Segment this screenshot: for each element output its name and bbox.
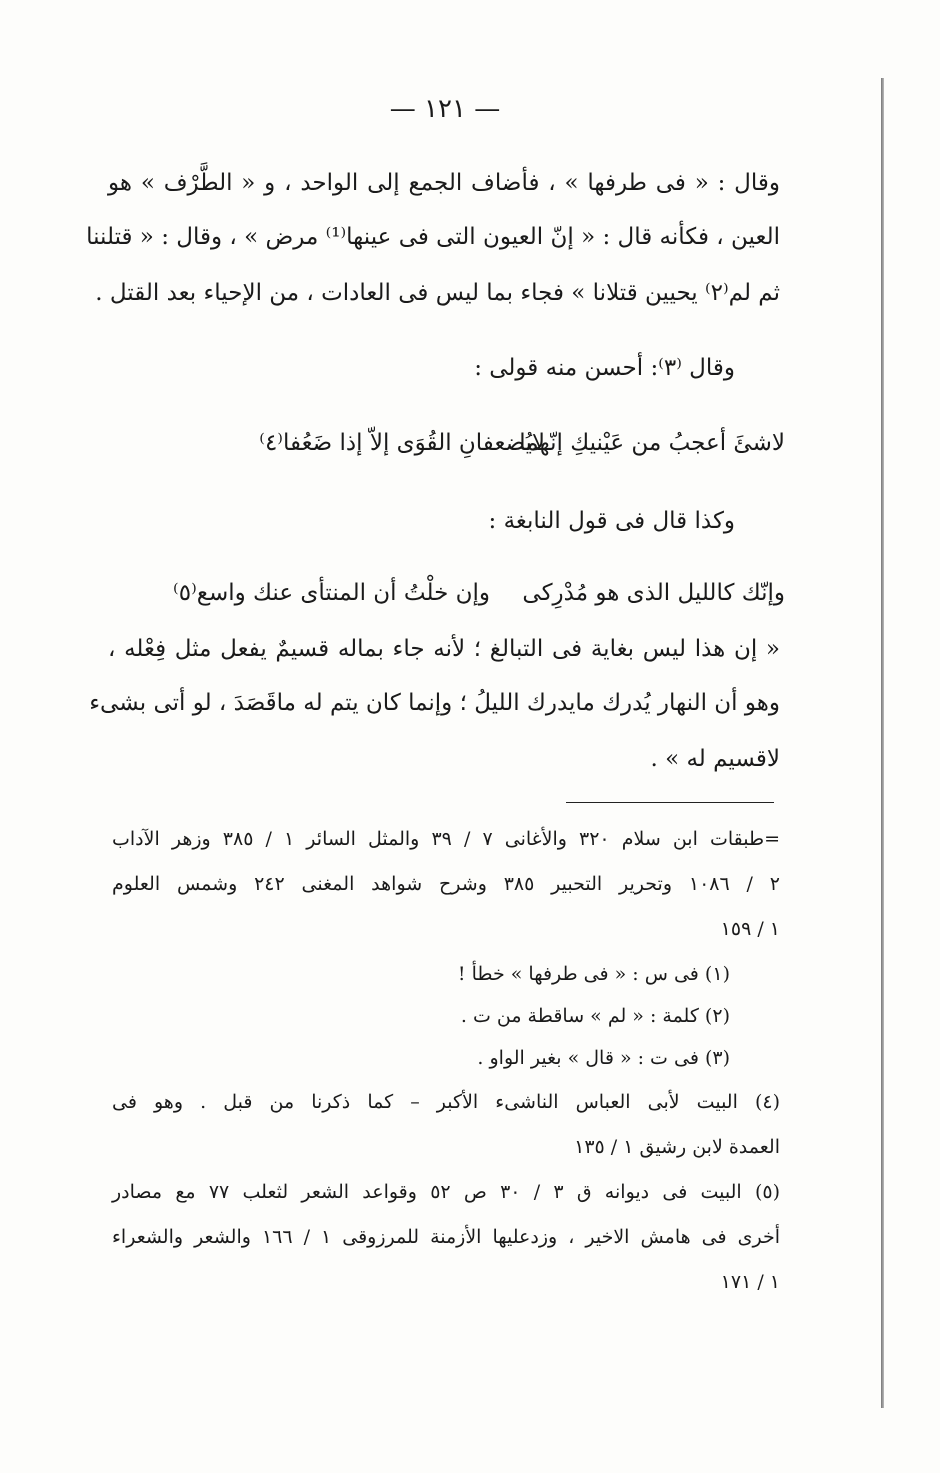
intro-line-2: وقال ⁽٣⁾: أحسن منه قولى : [474,355,735,381]
verse-2-second-hemistich: وإن خلْتُ أن المنتأى عنك واسع⁽٥⁾ [173,580,490,606]
paragraph-2-line-2: وهو أن النهار يُدرك مايدرك الليلُ ؛ وإنما كان يتم له ماقَصَدَ ، لو أتى بشىء [89,690,780,716]
footnote-5-line-2: أخرى فى هامش الاخير ، وزدعليها الأزمنة للمرزوقى ١ / ١٦٦ والشعر والشعراء [112,1226,780,1248]
paragraph-1-line-1: وقال : « فى طرفها » ، فأضاف الجمع إلى الواحد ، و « الطَّرْف » هو [108,170,780,196]
footnote-sources-line-3: ١ / ١٥٩ [720,918,780,940]
paragraph-1-line-3: ثم لم⁽٢⁾ يحيين قتلانا » فجاء بما ليس فى العادات ، من الإحياء بعد القتل . [95,280,780,306]
footnote-5-line-1: (٥) البيت فى ديوانه ق ٣ / ٣٠ ص ٥٢ وقواعد الشعر لثعلب ٧٧ مع مصادر [112,1181,781,1203]
paragraph-2-line-1: « إن هذا ليس بغاية فى التبالغ ؛ لأنه جاء بماله قسيمٌ يفعل مثل فِعْله ، [108,636,780,662]
paragraph-2-line-3: لاقسيم له » . [650,746,780,772]
footnote-sources-line-1: =طبقات ابن سلام ٣٢٠ والأغانى ٧ / ٣٩ والمثل السائر ١ / ٣٨٥ وزهر الآداب [112,828,781,850]
footnote-2: (٢) كلمة : « لم » ساقطة من ت . [460,1005,730,1027]
intro-line-3: وكذا قال فى قول النابغة : [488,508,735,534]
paragraph-1-line-2: العين ، فكأنه قال : « إنّ العيون التى فى عينها⁽¹⁾ مرض » ، وقال : « قتلننا [86,224,780,250]
paragraph-1 [86,170,780,320]
footnote-5-line-3: ١ / ١٧١ [720,1271,780,1293]
page-edge-shadow [881,78,884,1408]
verse-1-second-hemistich: لايُضعفانِ القُوَى إلاّ إذا ضَعُفا⁽٤⁾ [259,430,545,456]
page-number: — ١٢١ — [389,94,501,124]
verse-1-first-hemistich: لاشئَ أعجبُ من عَيْنيكِ إنّهما [519,430,785,456]
footnote-4-line-1: (٤) البيت لأبى العباس الناشىء الأكبر – كما ذكرنا من قبل . وهو فى [112,1091,780,1113]
footnote-sources-line-2: ٢ / ١٠٨٦ وتحرير التحبير ٣٨٥ وشرح شواهد المغنى ٢٤٢ وشمس العلوم [112,873,781,895]
footnote-separator [566,802,774,803]
footnote-3: (٣) فى ت : « قال » بغير الواو . [477,1047,730,1069]
verse-2-first-hemistich: وإنّك كالليل الذى هو مُدْرِكى [522,580,785,606]
footnotes [112,828,780,1308]
paragraph-2 [89,636,780,786]
footnote-1: (١) فى س : « فى طرفها » خطأ ! [457,963,730,985]
footnote-4-line-2: العمدة لابن رشيق ١ / ١٣٥ [574,1136,780,1158]
